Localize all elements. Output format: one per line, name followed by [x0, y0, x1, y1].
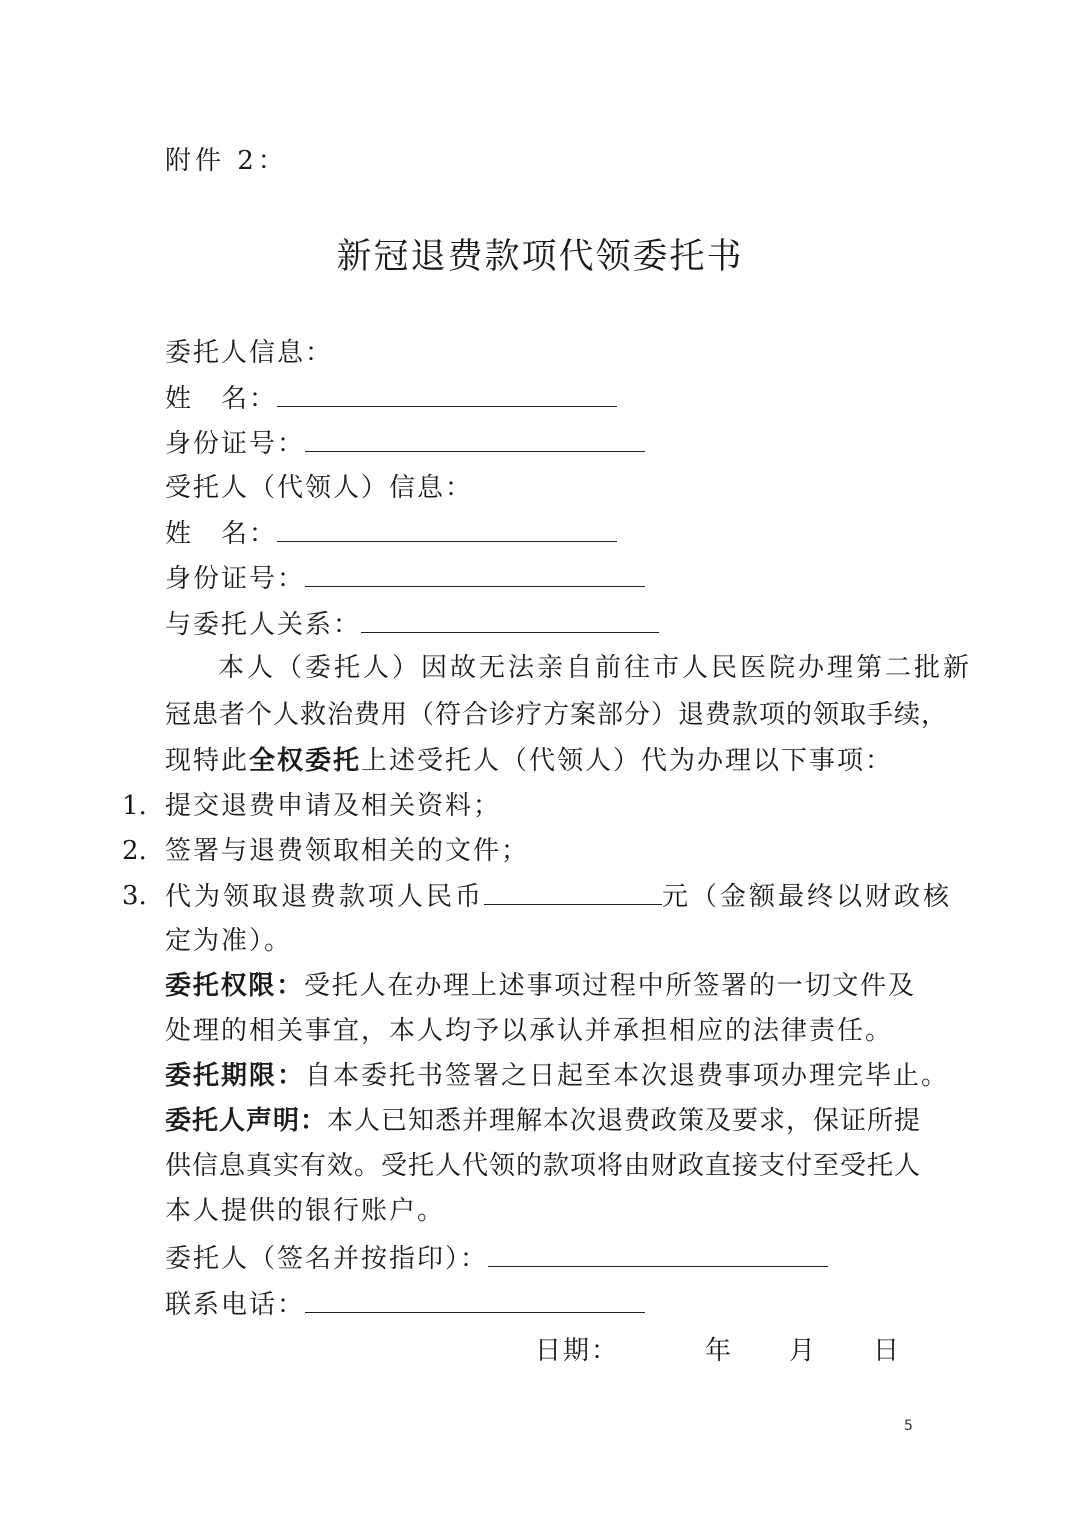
declaration-label: 委托人声明：	[165, 1106, 328, 1136]
agent-name-label: 姓 名：	[165, 519, 278, 549]
item-3-continuation: 定为准）。	[165, 926, 293, 956]
principal-id-row	[165, 425, 645, 461]
item-2-text: 签署与退费领取相关的文件；	[165, 836, 530, 866]
agent-relation-label: 与委托人关系：	[165, 610, 362, 640]
item-3-text-post: 元（金额最终以财政核	[662, 882, 953, 912]
period-text: 自本委托书签署之日起至本次退费事项办理完毕止。	[305, 1061, 950, 1091]
authority-label: 委托权限：	[165, 971, 305, 1001]
phone-row	[165, 1286, 645, 1322]
signature-row	[165, 1240, 828, 1276]
date-day: 日	[873, 1336, 902, 1366]
phone-label: 联系电话：	[165, 1290, 306, 1320]
principal-id-blank[interactable]	[305, 425, 645, 452]
item-3-number: 3.	[122, 881, 147, 911]
agent-id-label: 身份证号：	[165, 564, 306, 594]
attachment-label: 附件 2：	[165, 146, 288, 176]
date-month: 月	[789, 1336, 818, 1366]
principal-heading: 委托人信息：	[165, 338, 334, 368]
statement-line-3	[165, 743, 893, 779]
item-1-text: 提交退费申请及相关资料；	[165, 791, 502, 821]
authority-text-1: 受托人在办理上述事项过程中所签署的一切文件及	[304, 971, 915, 1001]
principal-id-label: 身份证号：	[165, 429, 306, 459]
statement-line-3-pre: 现特此	[165, 746, 250, 776]
date-label: 日期：	[535, 1336, 620, 1366]
declaration-line-2: 供信息真实有效。受托人代领的款项将由财政直接支付至受托人	[165, 1151, 922, 1181]
authority-line-2: 处理的相关事宜，本人均予以承认并承担相应的法律责任。	[165, 1016, 894, 1046]
agent-id-row	[165, 560, 645, 596]
principal-name-label: 姓 名：	[165, 384, 278, 414]
amount-blank[interactable]	[484, 878, 662, 905]
authority-line-1	[165, 968, 915, 1004]
signature-blank[interactable]	[488, 1240, 828, 1267]
full-authorization-text: 全权委托	[249, 746, 362, 776]
agent-heading: 受托人（代领人）信息：	[165, 473, 474, 503]
date-row	[535, 1333, 901, 1369]
agent-name-blank[interactable]	[277, 515, 617, 542]
item-2-number: 2.	[122, 836, 147, 866]
agent-relation-row	[165, 606, 659, 642]
period-label: 委托期限：	[165, 1061, 306, 1091]
document-title: 新冠退费款项代领委托书	[336, 237, 744, 277]
period-line	[165, 1058, 949, 1094]
phone-blank[interactable]	[305, 1286, 645, 1313]
item-3-row	[165, 878, 952, 914]
date-year: 年	[705, 1336, 734, 1366]
declaration-line-1	[165, 1103, 922, 1139]
statement-line-2: 冠患者个人救治费用（符合诊疗方案部分）退费款项的领取手续，	[165, 700, 949, 730]
item-1-number: 1.	[122, 791, 147, 821]
declaration-text-1: 本人已知悉并理解本次退费政策及要求，保证所提	[327, 1106, 922, 1136]
item-3-text-pre: 代为领取退费款项人民币	[165, 882, 485, 912]
signature-label: 委托人（签名并按指印）：	[165, 1244, 489, 1274]
statement-line-1: 本人（委托人）因故无法亲自前往市人民医院办理第二批新	[218, 653, 973, 683]
agent-relation-blank[interactable]	[361, 606, 659, 633]
agent-name-row	[165, 515, 617, 551]
statement-line-3-post: 上述受托人（代领人）代为办理以下事项：	[361, 746, 894, 776]
page-number: 5	[904, 1418, 913, 1434]
agent-id-blank[interactable]	[305, 560, 645, 587]
declaration-line-3: 本人提供的银行账户。	[165, 1196, 446, 1226]
principal-name-row	[165, 380, 617, 416]
principal-name-blank[interactable]	[277, 380, 617, 407]
